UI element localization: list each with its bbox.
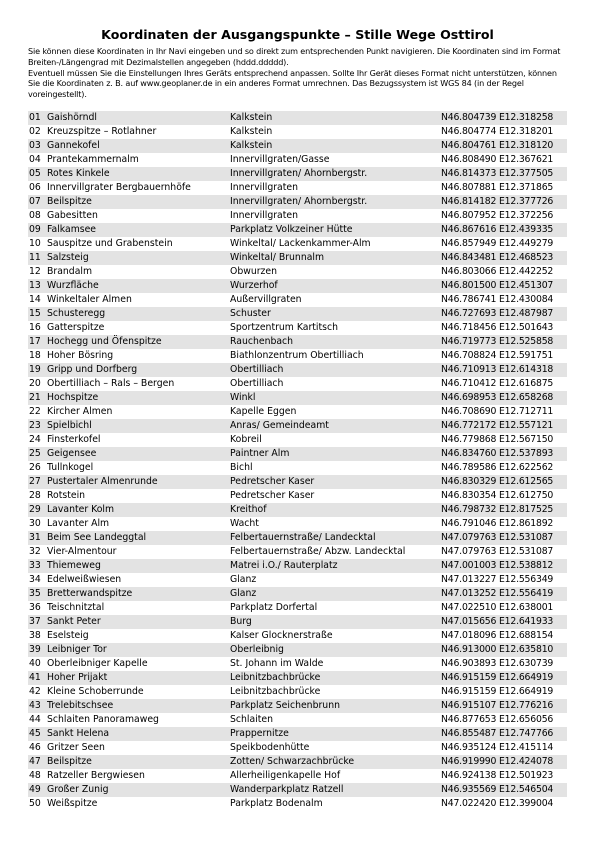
row-number: 19 (29, 364, 41, 375)
coordinates: N46.779868 E12.567150 (441, 434, 554, 445)
coordinates: N46.877653 E12.656056 (441, 714, 554, 725)
route-name: Bretterwandspitze (47, 588, 133, 599)
table-row (28, 167, 567, 181)
row-number: 14 (29, 294, 41, 305)
route-name: Tullnkogel (47, 462, 94, 473)
route-name: Ratzeller Bergwiesen (47, 770, 145, 781)
route-name: Kreuzspitze – Rotlahner (47, 126, 157, 137)
intro-text (28, 46, 567, 100)
row-number: 41 (29, 672, 41, 683)
coordinates: N46.915159 E12.664919 (441, 672, 554, 683)
row-number: 40 (29, 658, 41, 669)
coordinates: N46.915159 E12.664919 (441, 686, 554, 697)
coordinates: N46.708690 E12.712711 (441, 406, 554, 417)
table-row (28, 321, 567, 335)
route-name: Brandalm (47, 266, 93, 277)
coordinates: N46.913000 E12.635810 (441, 644, 554, 655)
starting-point: Obwurzen (230, 266, 278, 277)
row-number: 42 (29, 686, 41, 697)
coordinates: N46.804761 E12.318120 (441, 140, 554, 151)
starting-point: Kreithof (230, 504, 267, 515)
row-number: 04 (29, 154, 41, 165)
starting-point: Parkplatz Volkzeiner Hütte (230, 224, 353, 235)
starting-point: Zotten/ Schwarzachbrücke (230, 756, 355, 767)
table-row (28, 587, 567, 601)
starting-point: Obertilliach (230, 378, 284, 389)
row-number: 45 (29, 728, 41, 739)
table-row (28, 461, 567, 475)
coordinates: N46.935569 E12.546504 (441, 784, 554, 795)
row-number: 11 (29, 252, 41, 263)
intro-paragraph-1: Sie können diese Koordinaten in Ihr Navi eingeben und so direkt zum entsprechenden Punkt navigieren. Die Koordinaten sind im Format Breiten-/Längengrad mit Dezimalstellen angegeben (hddd.ddddd). (28, 46, 561, 67)
document-page (28, 0, 567, 809)
table-row (28, 349, 567, 363)
table-row (28, 783, 567, 797)
starting-point: Matrei i.O./ Rauterplatz (230, 560, 338, 571)
route-name: Leibniger Tor (47, 644, 107, 655)
page-title: Koordinaten der Ausgangspunkte – Stille Wege Osttirol (101, 27, 494, 42)
route-name: Sankt Peter (47, 616, 101, 627)
route-name: Schusteregg (47, 308, 106, 319)
table-row (28, 153, 567, 167)
row-number: 47 (29, 756, 41, 767)
route-name: Beim See Landeggtal (47, 532, 147, 543)
route-name: Salzsteig (47, 252, 89, 263)
coordinates: N47.001003 E12.538812 (441, 560, 554, 571)
starting-point: Anras/ Gemeindeamt (230, 420, 329, 431)
route-name: Hoher Prijakt (47, 672, 108, 683)
starting-point: Bichl (230, 462, 253, 473)
table-row (28, 489, 567, 503)
table-row (28, 433, 567, 447)
coordinates: N46.814182 E12.377726 (441, 196, 554, 207)
table-row (28, 629, 567, 643)
starting-point: Kalkstein (230, 112, 273, 123)
coordinates: N47.013252 E12.556419 (441, 588, 554, 599)
row-number: 34 (29, 574, 41, 585)
starting-point: Kalser Glocknerstraße (230, 630, 333, 641)
coordinates: N46.719773 E12.525858 (441, 336, 554, 347)
row-number: 44 (29, 714, 41, 725)
route-name: Lavanter Kolm (47, 504, 115, 515)
coordinates: N46.708824 E12.591751 (441, 350, 554, 361)
table-row (28, 181, 567, 195)
coordinates: N46.834760 E12.537893 (441, 448, 554, 459)
route-name: Teischnitztal (47, 602, 105, 613)
starting-point: Winkeltal/ Brunnalm (230, 252, 325, 263)
table-row (28, 405, 567, 419)
table-row (28, 139, 567, 153)
row-number: 30 (29, 518, 41, 529)
route-name: Thiemeweg (47, 560, 101, 571)
starting-point: Winkl (230, 392, 256, 403)
table-row (28, 685, 567, 699)
row-number: 29 (29, 504, 41, 515)
route-name: Beilspitze (47, 756, 92, 767)
row-number: 28 (29, 490, 41, 501)
row-number: 22 (29, 406, 41, 417)
route-name: Sauspitze und Grabenstein (47, 238, 173, 249)
route-name: Beilspitze (47, 196, 92, 207)
route-name: Hochegg und Öfenspitze (47, 336, 162, 347)
table-row (28, 517, 567, 531)
starting-point: Allerheiligenkapelle Hof (230, 770, 341, 781)
row-number: 27 (29, 476, 41, 487)
row-number: 07 (29, 196, 41, 207)
table-row (28, 293, 567, 307)
coordinates: N46.801500 E12.451307 (441, 280, 554, 291)
starting-point: Felbertauernstraße/ Abzw. Landecktal (230, 546, 406, 557)
starting-point: Pedretscher Kaser (230, 490, 315, 501)
coordinates: N47.018096 E12.688154 (441, 630, 554, 641)
row-number: 01 (29, 112, 41, 123)
route-name: Finsterkofel (47, 434, 101, 445)
row-number: 06 (29, 182, 41, 193)
route-name: Gatterspitze (47, 322, 105, 333)
route-name: Falkamsee (47, 224, 97, 235)
coordinates: N47.013227 E12.556349 (441, 574, 554, 585)
table-row (28, 601, 567, 615)
table-row (28, 265, 567, 279)
starting-point: Innervillgraten (230, 182, 298, 193)
table-row (28, 755, 567, 769)
starting-point: Innervillgraten/ Ahornbergstr. (230, 196, 368, 207)
coordinates: N46.727693 E12.487987 (441, 308, 554, 319)
table-row (28, 559, 567, 573)
row-number: 36 (29, 602, 41, 613)
table-row (28, 447, 567, 461)
table-row (28, 195, 567, 209)
table-row (28, 279, 567, 293)
route-name: Gritzer Seen (47, 742, 105, 753)
coordinates: N46.803066 E12.442252 (441, 266, 554, 277)
route-name: Schlaiten Panoramaweg (47, 714, 159, 725)
route-name: Vier-Almentour (47, 546, 117, 557)
route-name: Hoher Bösring (47, 350, 114, 361)
row-number: 31 (29, 532, 41, 543)
starting-point: Speikbodenhütte (230, 742, 310, 753)
starting-point: Parkplatz Seichenbrunn (230, 700, 340, 711)
route-name: Trelebitschsee (47, 700, 114, 711)
starting-point: Paintner Alm (230, 448, 290, 459)
route-name: Prantekammernalm (47, 154, 139, 165)
route-name: Weißspitze (47, 798, 98, 809)
coordinates: N46.804739 E12.318258 (441, 112, 554, 123)
starting-point: Leibnitzbachbrücke (230, 672, 321, 683)
route-name: Gaishörndl (47, 112, 97, 123)
starting-point: Burg (230, 616, 252, 627)
route-name: Kircher Almen (47, 406, 113, 417)
table-row (28, 377, 567, 391)
table-row (28, 573, 567, 587)
row-number: 39 (29, 644, 41, 655)
route-name: Sankt Helena (47, 728, 110, 739)
route-name: Winkeltaler Almen (47, 294, 132, 305)
coordinates: N46.791046 E12.861892 (441, 518, 554, 529)
route-name: Großer Zunig (47, 784, 109, 795)
table-row (28, 419, 567, 433)
coordinates: N46.786741 E12.430084 (441, 294, 554, 305)
route-name: Oberleibniger Kapelle (47, 658, 148, 669)
starting-point: Wurzerhof (230, 280, 278, 291)
row-number: 33 (29, 560, 41, 571)
coordinates: N46.903893 E12.630739 (441, 658, 554, 669)
coordinates: N46.924138 E12.501923 (441, 770, 554, 781)
starting-point: Felbertauernstraße/ Landecktal (230, 532, 376, 543)
coordinates: N46.807952 E12.372256 (441, 210, 554, 221)
route-name: Rotstein (47, 490, 86, 501)
starting-point: Kalkstein (230, 140, 273, 151)
coordinates: N46.698953 E12.658268 (441, 392, 554, 403)
table-row (28, 531, 567, 545)
table-row (28, 769, 567, 783)
route-name: Gannekofel (47, 140, 100, 151)
coordinates: N46.857949 E12.449279 (441, 238, 554, 249)
coordinates: N46.804774 E12.318201 (441, 126, 554, 137)
row-number: 17 (29, 336, 41, 347)
row-number: 13 (29, 280, 41, 291)
row-number: 49 (29, 784, 41, 795)
starting-point: Kalkstein (230, 126, 273, 137)
table-row (28, 741, 567, 755)
table-row (28, 363, 567, 377)
route-name: Eselsteig (47, 630, 89, 641)
starting-point: Glanz (230, 588, 257, 599)
table-row (28, 699, 567, 713)
starting-point: Oberleibnig (230, 644, 284, 655)
table-row (28, 391, 567, 405)
row-number: 16 (29, 322, 41, 333)
table-row (28, 545, 567, 559)
coordinates: N46.919990 E12.424078 (441, 756, 554, 767)
coordinates: N46.807881 E12.371865 (441, 182, 554, 193)
coordinates: N46.935124 E12.415114 (441, 742, 554, 753)
table-row (28, 475, 567, 489)
row-number: 23 (29, 420, 41, 431)
coordinates: N46.798732 E12.817525 (441, 504, 554, 515)
coordinates: N46.789586 E12.622562 (441, 462, 554, 473)
coordinates: N46.718456 E12.501643 (441, 322, 554, 333)
table-row (28, 111, 567, 125)
row-number: 05 (29, 168, 41, 179)
table-row (28, 251, 567, 265)
starting-point: Wanderparkplatz Ratzell (230, 784, 344, 795)
starting-point: Innervillgraten/Gasse (230, 154, 330, 165)
coordinates: N46.915107 E12.776216 (441, 700, 554, 711)
table-row (28, 223, 567, 237)
starting-point: Schuster (230, 308, 271, 319)
route-name: Wurzfläche (47, 280, 99, 291)
starting-point: Biathlonzentrum Obertilliach (230, 350, 364, 361)
coordinates: N47.079763 E12.531087 (441, 532, 554, 543)
row-number: 18 (29, 350, 41, 361)
starting-point: Glanz (230, 574, 257, 585)
coordinates-table (28, 111, 567, 811)
table-row (28, 657, 567, 671)
coordinates: N47.022420 E12.399004 (441, 798, 554, 809)
row-number: 12 (29, 266, 41, 277)
table-row (28, 671, 567, 685)
table-row (28, 307, 567, 321)
coordinates: N47.022510 E12.638001 (441, 602, 554, 613)
starting-point: Innervillgraten (230, 210, 298, 221)
route-name: Gripp und Dorfberg (47, 364, 138, 375)
coordinates: N46.843481 E12.468523 (441, 252, 554, 263)
route-name: Pustertaler Almenrunde (47, 476, 158, 487)
row-number: 37 (29, 616, 41, 627)
route-name: Geigensee (47, 448, 97, 459)
starting-point: Leibnitzbachbrücke (230, 686, 321, 697)
row-number: 25 (29, 448, 41, 459)
route-name: Spielbichl (47, 420, 92, 431)
row-number: 10 (29, 238, 41, 249)
route-name: Kleine Schoberrunde (47, 686, 144, 697)
coordinates: N46.830354 E12.612750 (441, 490, 554, 501)
route-name: Hochspitze (47, 392, 99, 403)
coordinates: N47.015656 E12.641933 (441, 616, 554, 627)
table-row (28, 503, 567, 517)
row-number: 21 (29, 392, 41, 403)
row-number: 32 (29, 546, 41, 557)
starting-point: Sportzentrum Kartitsch (230, 322, 338, 333)
coordinates: N47.079763 E12.531087 (441, 546, 554, 557)
table-row (28, 237, 567, 251)
table-row (28, 727, 567, 741)
row-number: 24 (29, 434, 41, 445)
row-number: 35 (29, 588, 41, 599)
row-number: 03 (29, 140, 41, 151)
table-row (28, 335, 567, 349)
table-row (28, 797, 567, 811)
coordinates: N46.710412 E12.616875 (441, 378, 554, 389)
starting-point: Rauchenbach (230, 336, 294, 347)
intro-paragraph-2: Eventuell müssen Sie die Einstellungen Ihres Geräts entsprechend anpassen. Sollte Ihr Gerät dieses Format nicht unterstützen, können Sie die Koordinaten z. B. auf www.geoplaner.de in ein anderes Format umrechnen. Das Bezugssystem ist WGS 84 (in der Regel voreingestellt). (28, 67, 557, 100)
starting-point: Parkplatz Dorfertal (230, 602, 318, 613)
coordinates: N46.710913 E12.614318 (441, 364, 554, 375)
table-row (28, 643, 567, 657)
row-number: 50 (29, 798, 41, 809)
route-name: Innervillgrater Bergbauernhöfe (47, 182, 191, 193)
starting-point: Pedretscher Kaser (230, 476, 315, 487)
row-number: 26 (29, 462, 41, 473)
starting-point: St. Johann im Walde (230, 658, 324, 669)
route-name: Lavanter Alm (47, 518, 110, 529)
route-name: Gabesitten (47, 210, 98, 221)
row-number: 48 (29, 770, 41, 781)
starting-point: Parkplatz Bodenalm (230, 798, 323, 809)
starting-point: Kobreil (230, 434, 262, 445)
row-number: 43 (29, 700, 41, 711)
table-row (28, 615, 567, 629)
row-number: 38 (29, 630, 41, 641)
table-row (28, 125, 567, 139)
row-number: 46 (29, 742, 41, 753)
coordinates: N46.830329 E12.612565 (441, 476, 554, 487)
row-number: 20 (29, 378, 41, 389)
starting-point: Obertilliach (230, 364, 284, 375)
starting-point: Prappernitze (230, 728, 289, 739)
starting-point: Kapelle Eggen (230, 406, 297, 417)
row-number: 09 (29, 224, 41, 235)
coordinates: N46.808490 E12.367621 (441, 154, 554, 165)
route-name: Rotes Kinkele (47, 168, 110, 179)
starting-point: Außervillgraten (230, 294, 302, 305)
row-number: 15 (29, 308, 41, 319)
starting-point: Wacht (230, 518, 259, 529)
row-number: 02 (29, 126, 41, 137)
table-row (28, 209, 567, 223)
route-name: Obertilliach – Rals – Bergen (47, 378, 175, 389)
coordinates: N46.867616 E12.439335 (441, 224, 554, 235)
coordinates: N46.855487 E12.747766 (441, 728, 554, 739)
table-row (28, 713, 567, 727)
route-name: Edelweißwiesen (47, 574, 122, 585)
starting-point: Schlaiten (230, 714, 274, 725)
starting-point: Winkeltal/ Lackenkammer-Alm (230, 238, 371, 249)
coordinates: N46.814373 E12.377505 (441, 168, 554, 179)
starting-point: Innervillgraten/ Ahornbergstr. (230, 168, 368, 179)
coordinates: N46.772172 E12.557121 (441, 420, 554, 431)
row-number: 08 (29, 210, 41, 221)
